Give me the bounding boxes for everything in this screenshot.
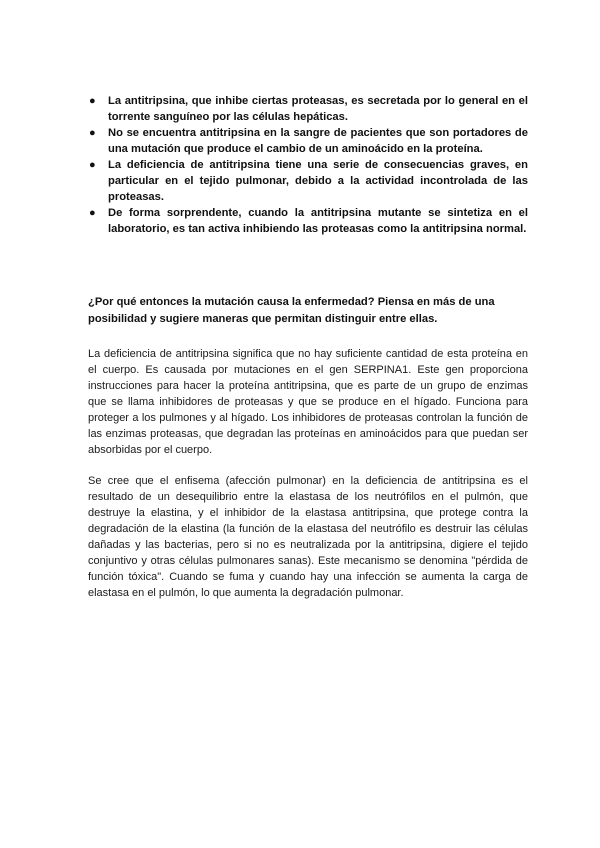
bullet-text: No se encuentra antitripsina en la sangre de pacientes que son portadores de una mutación que produce el cambio de un aminoácido en la proteína. xyxy=(108,127,528,155)
bullet-text: La deficiencia de antitripsina tiene una serie de consecuencias graves, en particular en el tejido pulmonar, debido a la actividad incontrolada de las proteasas. xyxy=(108,159,528,203)
question-heading: ¿Por qué entonces la mutación causa la enfermedad? Piensa en más de una posibilidad y sugiere maneras que permitan distinguir entre ellas. xyxy=(88,296,495,325)
bullet-dot-icon: ● xyxy=(89,95,96,107)
bullet-item xyxy=(88,157,528,205)
paragraph-emphysema: Se cree que el enfisema (afección pulmonar) en la deficiencia de antitripsina es el resultado de un desequilibrio entre la elastasa de los neutrófilos en el pulmón, que destruye la elastina, y el inhibidor de la elastasa antitripsina, que protege contra la degradación de la elastina (la función de la elastasa del neutrófilo es destruir las células dañadas y las bacterias, pero si no es neutralizada por la antitripsina, digiere el tejido conjuntivo y otras células pulmonares sanas). Este mecanismo se denomina "pérdida de función tóxica". Cuando se fuma y cuando hay una infección se aumenta la carga de elastasa en el pulmón, lo que aumenta la degradación pulmonar. xyxy=(88,475,528,599)
bullet-item xyxy=(88,205,528,237)
bullet-item xyxy=(88,93,528,125)
bullet-list xyxy=(88,93,528,237)
bullet-dot-icon: ● xyxy=(89,207,96,219)
bullet-dot-icon: ● xyxy=(89,159,96,171)
bullet-text: La antitripsina, que inhibe ciertas proteasas, es secretada por lo general en el torrente sanguíneo por las células hepáticas. xyxy=(108,95,528,123)
bullet-text: De forma sorprendente, cuando la antitripsina mutante se sintetiza en el laboratorio, es tan activa inhibiendo las proteasas como la antitripsina normal. xyxy=(108,207,528,235)
bullet-dot-icon: ● xyxy=(89,127,96,139)
paragraph-deficiency: La deficiencia de antitripsina significa que no hay suficiente cantidad de esta proteína en el cuerpo. Es causada por mutaciones en el gen SERPINA1. Este gen proporciona instrucciones para hacer la proteína antitripsina, que es parte de un grupo de enzimas que se llama inhibidores de proteasas y que se produce en el hígado. Funciona para proteger a los pulmones y al hígado. Los inhibidores de proteasas controlan la función de las enzimas proteasas, que degradan las proteínas en aminoácidos para que puedan ser absorbidas por el cuerpo. xyxy=(88,348,528,456)
bullet-item xyxy=(88,125,528,157)
